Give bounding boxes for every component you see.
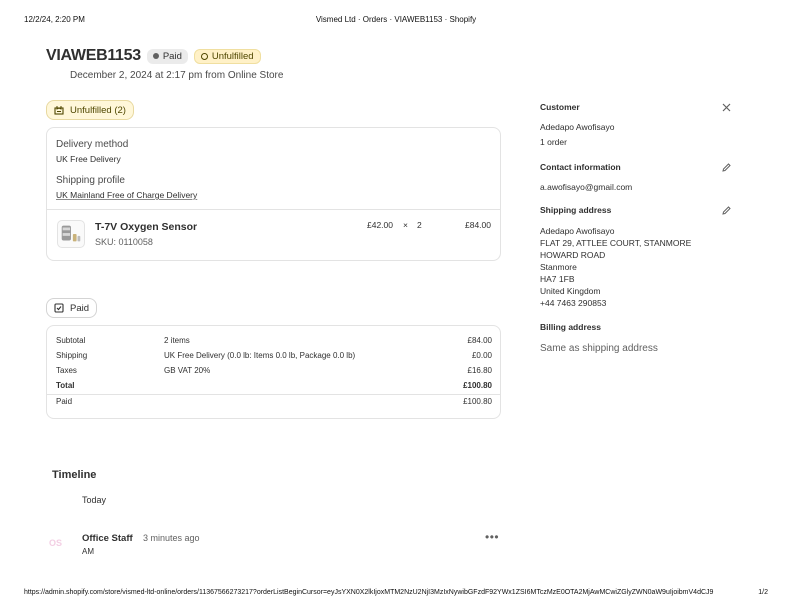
billing-address-value: Same as shipping address xyxy=(540,343,658,354)
customer-heading: Customer xyxy=(540,102,580,112)
print-url: https://admin.shopify.com/store/vismed-ltd-online/orders/11367566273217?orderListBeginCursor=eyJsYXN0X2lkIjoxMTM2NzU2NjI3MzIxNywibGFzdF92YWx1ZSI6MTczMzE0OTA2MjAwMCwiZGlyZWN0aW9uIjoibmV4dCJ9 xyxy=(24,589,714,596)
delivery-method-label: Delivery method xyxy=(56,139,129,150)
payment-divider xyxy=(47,394,500,395)
shipping-address-block xyxy=(540,225,691,309)
unfulfilled-section-label xyxy=(46,100,134,120)
payment-row-amount: £100.80 xyxy=(463,381,492,390)
print-page-number: 1/2 xyxy=(758,589,768,596)
pencil-icon[interactable] xyxy=(721,162,732,173)
shipping-profile-label: Shipping profile xyxy=(56,175,125,186)
payment-row-label: Taxes xyxy=(56,366,77,375)
payment-row-total xyxy=(56,381,492,395)
paid-section-label xyxy=(46,298,97,318)
address-line: FLAT 29, ATTLEE COURT, STANMORE xyxy=(540,238,692,248)
timeline-time-ago: 3 minutes ago xyxy=(143,533,200,543)
address-line: HOWARD ROAD xyxy=(540,250,606,260)
payment-row-amount: £84.00 xyxy=(467,336,492,345)
package-icon xyxy=(54,105,64,115)
close-icon[interactable] xyxy=(721,102,732,113)
oxygen-sensor-image xyxy=(58,221,84,247)
print-date: 12/2/24, 2:20 PM xyxy=(24,15,85,24)
times-sign: × xyxy=(403,220,408,230)
product-unit-price: £42.00 xyxy=(367,220,393,230)
payment-row-subtotal xyxy=(56,336,492,350)
delivery-method-value: UK Free Delivery xyxy=(56,154,121,164)
payment-row-detail: UK Free Delivery (0.0 lb: Items 0.0 lb, Package 0.0 lb) xyxy=(164,351,356,360)
payment-row-shipping xyxy=(56,351,492,365)
shipping-profile-link[interactable]: UK Mainland Free of Charge Delivery xyxy=(56,190,198,200)
address-phone: +44 7463 290853 xyxy=(540,298,607,308)
receipt-check-icon xyxy=(54,303,64,313)
payment-row-detail[interactable]: GB VAT 20% xyxy=(164,366,211,375)
address-line: Stanmore xyxy=(540,262,577,272)
card-divider xyxy=(47,209,500,210)
pencil-icon[interactable] xyxy=(721,205,732,216)
customer-email-link[interactable]: a.awofisayo@gmail.com xyxy=(540,182,633,192)
payment-status-badge xyxy=(147,49,188,64)
payment-row-amount: £16.80 xyxy=(467,366,492,375)
more-horizontal-icon[interactable]: ••• xyxy=(485,530,500,544)
payment-row-amount: £0.00 xyxy=(471,351,492,360)
address-line: United Kingdom xyxy=(540,286,601,296)
order-id: VIAWEB1153 xyxy=(46,47,141,64)
fulfillment-card xyxy=(46,127,501,261)
order-header xyxy=(46,47,261,65)
unfulfilled-pill-text: Unfulfilled (2) xyxy=(70,104,126,116)
timeline-time-suffix: AM xyxy=(82,547,94,556)
product-thumbnail[interactable] xyxy=(57,220,85,248)
contact-information-heading: Contact information xyxy=(540,162,621,172)
payment-row-taxes xyxy=(56,366,492,380)
timeline-heading: Timeline xyxy=(52,469,97,481)
billing-address-heading: Billing address xyxy=(540,322,601,332)
address-line: Adedapo Awofisayo xyxy=(540,226,615,236)
product-sku: SKU: 0110058 xyxy=(95,237,153,247)
payment-row-label: Total xyxy=(56,381,75,390)
print-document-title: Vismed Ltd · Orders · VIAWEB1153 · Shopify xyxy=(315,15,477,24)
shipping-address-heading: Shipping address xyxy=(540,205,612,215)
payment-status-label: Paid xyxy=(162,50,182,62)
address-line: HA7 1FB xyxy=(540,274,575,284)
staff-avatar: OS xyxy=(49,538,63,548)
product-line-total: £84.00 xyxy=(465,220,491,230)
product-name-link[interactable]: T-7V Oxygen Sensor xyxy=(95,221,198,233)
order-subtitle: December 2, 2024 at 2:17 pm from Online Store xyxy=(70,70,284,81)
print-header xyxy=(0,15,792,27)
payment-row-label: Paid xyxy=(56,397,73,406)
timeline-author: Office Staff xyxy=(82,533,133,544)
payment-row-label: Shipping xyxy=(56,351,88,360)
paid-dot-icon xyxy=(153,53,159,59)
unfulfilled-ring-icon xyxy=(201,53,208,60)
payment-row-detail: 2 items xyxy=(164,336,190,345)
customer-orders-link[interactable]: 1 order xyxy=(540,137,567,147)
timeline-day-label: Today xyxy=(82,495,107,505)
payment-row-label: Subtotal xyxy=(56,336,86,345)
product-quantity: 2 xyxy=(417,220,422,230)
paid-pill-text: Paid xyxy=(70,302,90,314)
payment-row-amount: £100.80 xyxy=(463,397,492,406)
fulfillment-status-badge xyxy=(194,49,261,64)
fulfillment-status-label: Unfulfilled xyxy=(211,50,254,62)
payment-summary-card xyxy=(46,325,501,419)
customer-name-link[interactable]: Adedapo Awofisayo xyxy=(540,122,615,132)
payment-row-paid xyxy=(56,397,492,411)
